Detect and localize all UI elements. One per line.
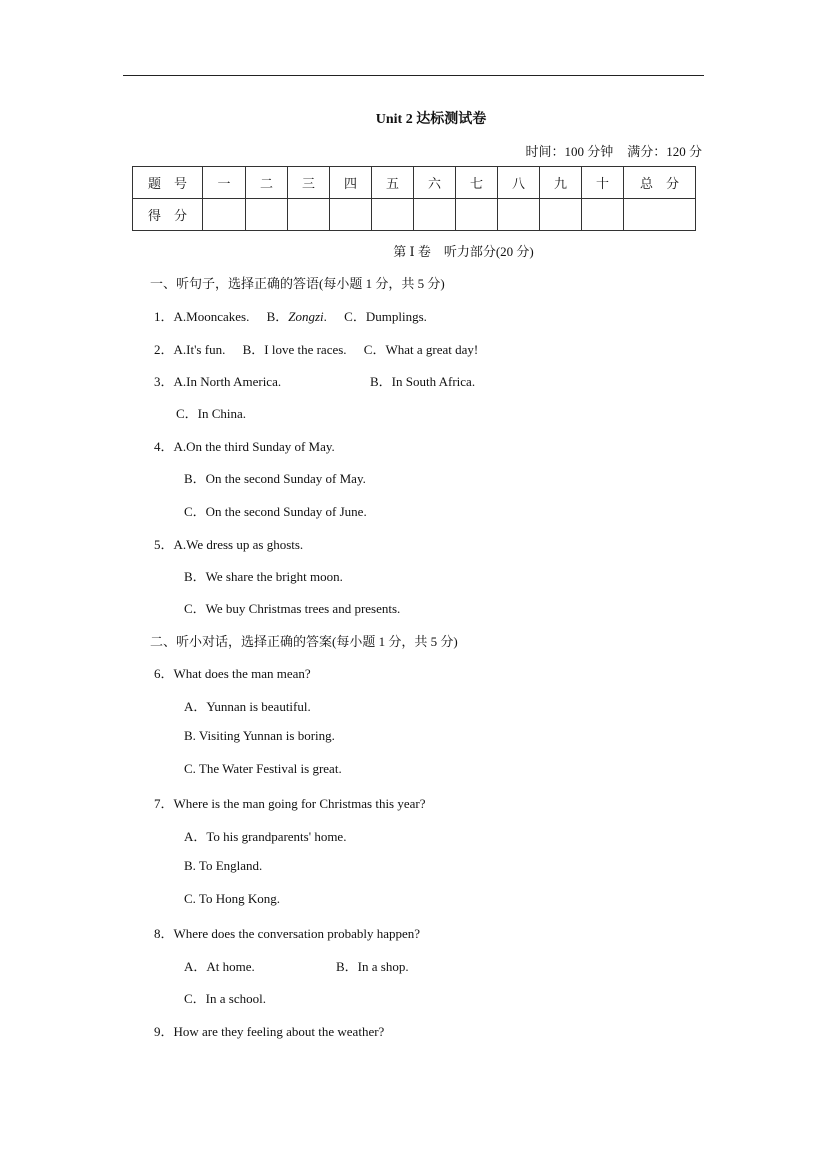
total-score-cell [624, 199, 696, 231]
option-a: A．To his grandparents' home. [184, 829, 347, 844]
question-5 [154, 534, 303, 553]
score-cell [203, 199, 246, 231]
question-text: Where does the conversation probably happen? [173, 926, 421, 941]
question-2 [154, 339, 478, 358]
score-cell [540, 199, 582, 231]
question-number: 2． [154, 342, 174, 357]
option-a: A.Mooncakes. [173, 309, 250, 324]
option-c: C. To Hong Kong. [184, 891, 280, 906]
score-cell [456, 199, 498, 231]
option-b: B．I love the races. [242, 342, 347, 357]
option-c: C．In a school. [184, 991, 266, 1006]
column-label: 三 [288, 167, 330, 199]
question-number: 9． [154, 1024, 174, 1039]
column-label: 六 [414, 167, 456, 199]
score-table-header-row [133, 167, 696, 199]
option-c: C. The Water Festival is great. [184, 761, 342, 776]
question-number: 8． [154, 926, 174, 941]
column-label: 四 [330, 167, 372, 199]
option-c: C．In China. [176, 406, 247, 421]
time-limit: 时间：100 分钟 [525, 144, 614, 159]
section1-heading: 一、听句子，选择正确的答语(每小题 1 分，共 5 分) [150, 276, 445, 291]
column-label: 二 [246, 167, 288, 199]
option-b-prefix: B． [266, 309, 289, 324]
question-9 [154, 1021, 384, 1040]
exam-meta [525, 141, 702, 160]
option-a: A.On the third Sunday of May. [173, 439, 335, 454]
score-cell [582, 199, 624, 231]
option-a: A.In North America. [173, 374, 282, 389]
column-label: 九 [540, 167, 582, 199]
option-a: A．At home. [184, 959, 255, 974]
question-number: 3． [154, 374, 174, 389]
score-cell [372, 199, 414, 231]
score-cell [414, 199, 456, 231]
option-c: C．What a great day! [363, 342, 479, 357]
option-b: B. To England. [184, 858, 263, 873]
question-7 [154, 793, 426, 812]
option-b: B. Visiting Yunnan is boring. [184, 728, 335, 743]
column-label: 八 [498, 167, 540, 199]
score-cell [330, 199, 372, 231]
option-b: B．In a shop. [336, 959, 409, 974]
question-8 [154, 923, 420, 942]
question-1 [154, 306, 427, 325]
option-a: A.We dress up as ghosts. [173, 537, 304, 552]
column-label: 十 [582, 167, 624, 199]
option-c: C．Dumplings. [344, 309, 427, 324]
score-cell [246, 199, 288, 231]
option-b: B．In South Africa. [370, 374, 476, 389]
score-table-score-row [133, 199, 696, 231]
column-label: 七 [456, 167, 498, 199]
top-rule [123, 75, 704, 76]
column-label: 五 [372, 167, 414, 199]
header-label: 题 号 [133, 167, 203, 199]
question-number: 7． [154, 796, 174, 811]
question-4 [154, 436, 335, 455]
score-label: 得 分 [133, 199, 203, 231]
option-b-italic: Zongzi [288, 309, 324, 324]
question-text: What does the man mean? [173, 666, 311, 681]
score-cell [288, 199, 330, 231]
question-3 [154, 371, 281, 390]
option-b-suffix: . [323, 309, 327, 324]
score-cell [498, 199, 540, 231]
question-number: 6． [154, 666, 174, 681]
total-label: 总 分 [624, 167, 696, 199]
option-a: A.It's fun. [173, 342, 226, 357]
option-c: C．On the second Sunday of June. [184, 504, 367, 519]
full-score: 满分：120 分 [627, 144, 702, 159]
page-title: Unit 2 达标测试卷 [375, 112, 487, 127]
question-number: 4． [154, 439, 174, 454]
score-table [132, 166, 696, 231]
question-number: 5． [154, 537, 174, 552]
question-text: Where is the man going for Christmas this year? [173, 796, 426, 811]
option-b [267, 309, 327, 324]
question-6 [154, 663, 311, 682]
question-number: 1． [154, 309, 174, 324]
option-b: B．On the second Sunday of May. [184, 471, 366, 486]
option-a: A．Yunnan is beautiful. [184, 699, 311, 714]
column-label: 一 [203, 167, 246, 199]
option-c: C．We buy Christmas trees and presents. [184, 601, 401, 616]
part1-heading: 第 Ⅰ 卷 听力部分(20 分) [393, 244, 534, 259]
question-text: How are they feeling about the weather? [173, 1024, 385, 1039]
section2-heading: 二、听小对话，选择正确的答案(每小题 1 分，共 5 分) [150, 634, 458, 649]
option-b: B．We share the bright moon. [184, 569, 343, 584]
